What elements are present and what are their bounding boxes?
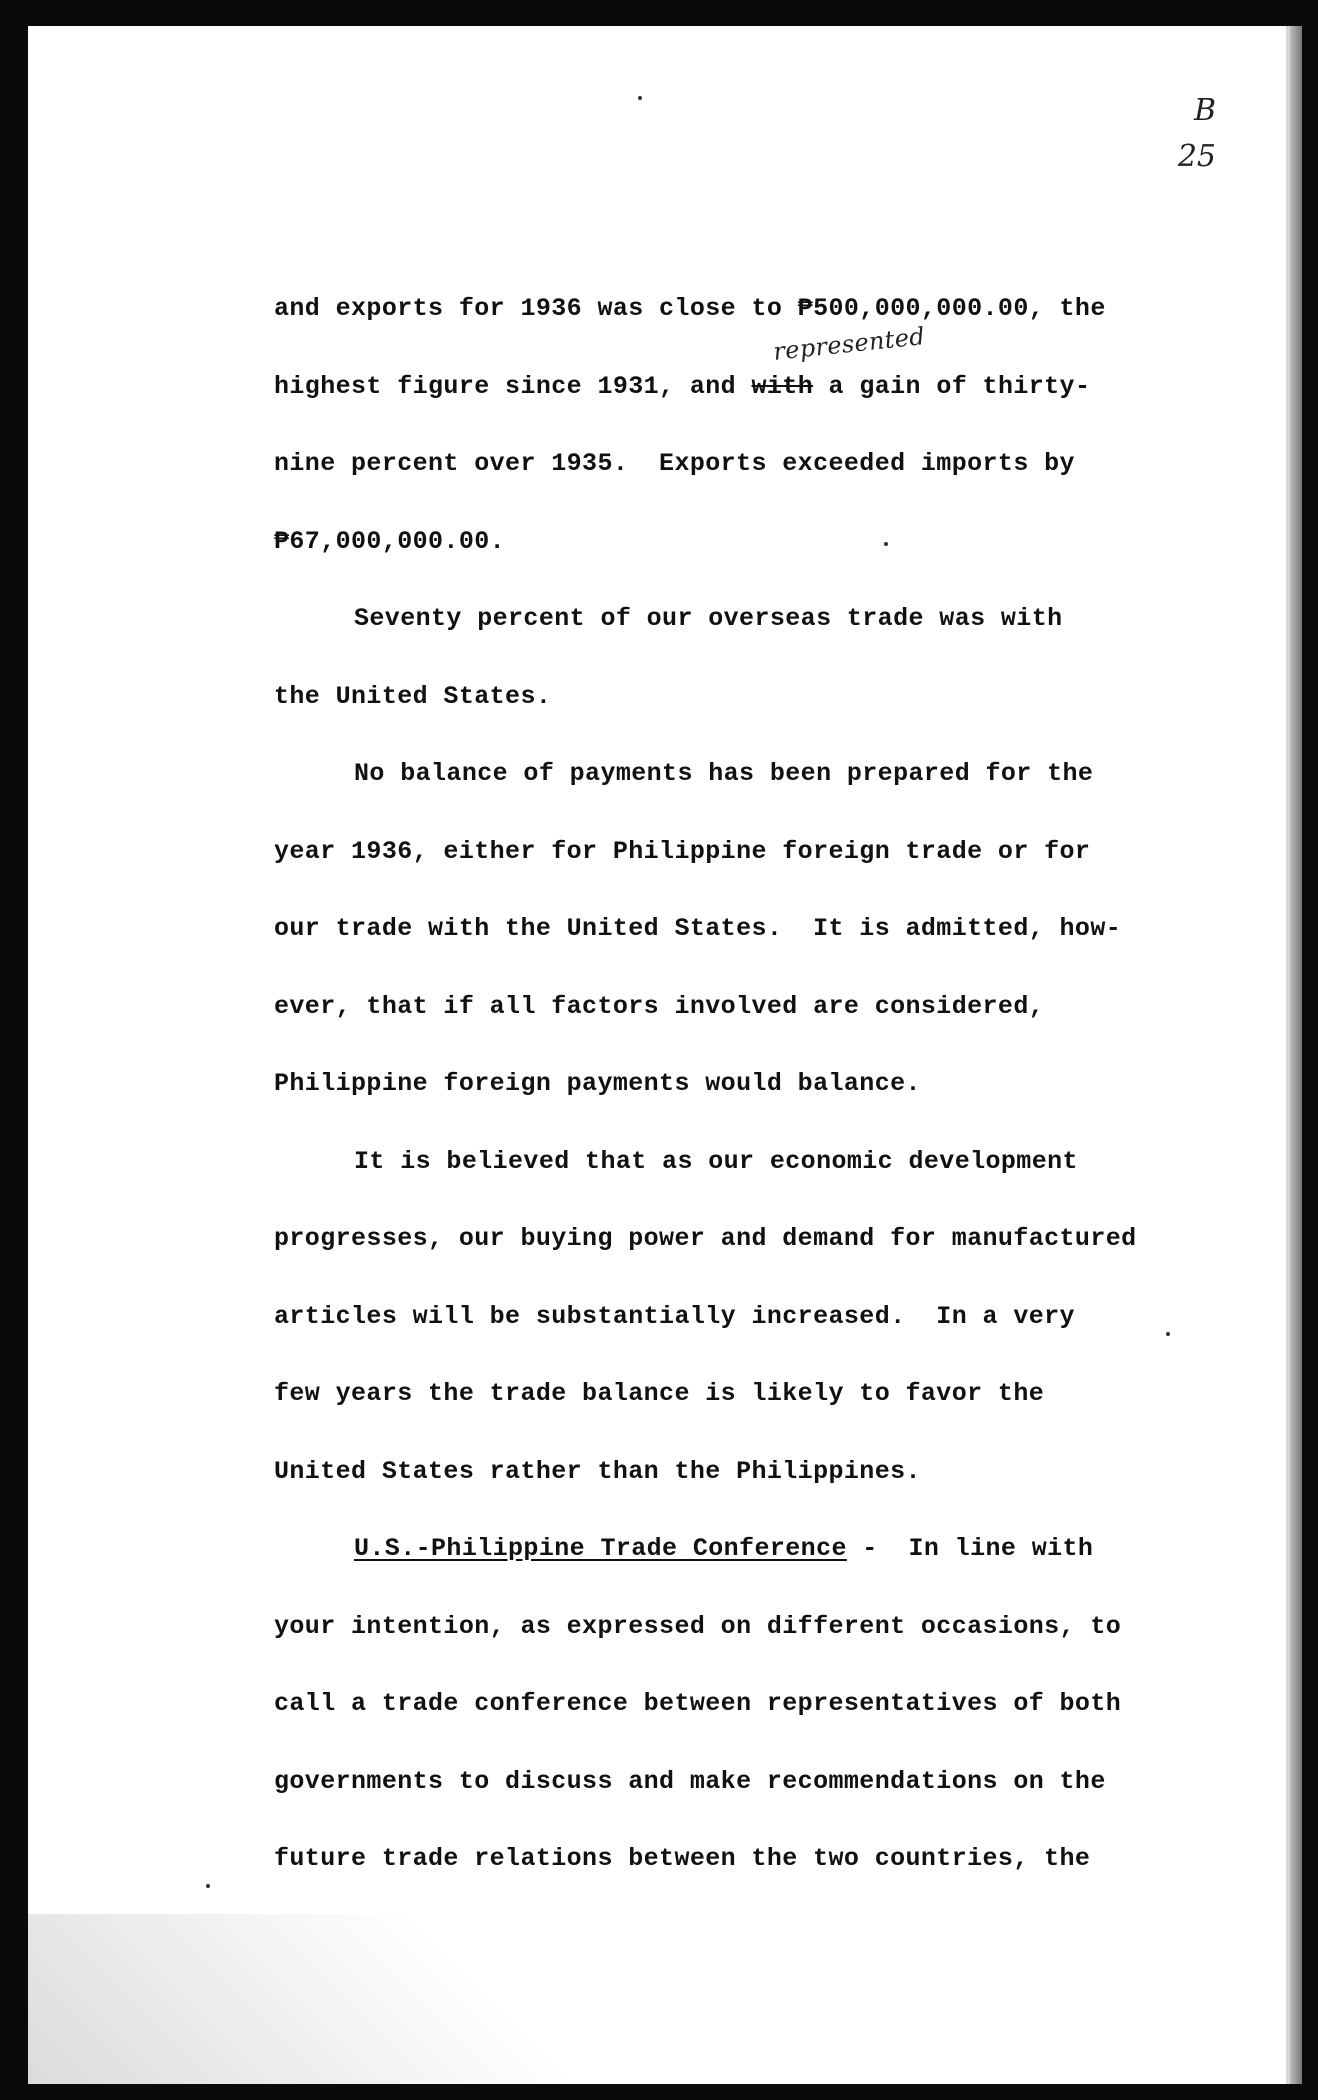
paragraph-start: It is believed that as our economic development — [354, 1146, 1078, 1176]
text-line: ₱67,000,000.00. — [274, 526, 506, 556]
struck-text: with — [751, 371, 814, 401]
corner-annotations — [1178, 88, 1216, 180]
text-line: your intention, as expressed on different occasions, to — [274, 1611, 1122, 1641]
scan-shading — [28, 1914, 648, 2084]
text-line: progresses, our buying power and demand for manufactured — [274, 1224, 1137, 1253]
handwritten-insertion: represented — [772, 321, 927, 366]
struck-word — [751, 321, 927, 401]
text-line: our trade with the United States. It is admitted, how- — [274, 914, 1122, 943]
handwritten-mark: B — [1193, 93, 1216, 128]
line-segment: - In line with — [846, 1534, 1094, 1563]
paragraph-start: Seventy percent of our overseas trade was with — [354, 604, 1063, 633]
paragraph-start: No balance of payments has been prepared for the — [354, 759, 1094, 788]
text-line: and exports for 1936 was close to ₱500,000,000.00, the — [274, 294, 1106, 323]
text-line: the United States. — [274, 681, 552, 711]
text-line: United States rather than the Philippines. — [274, 1456, 921, 1486]
line-segment: a gain of thirty- — [813, 371, 1091, 401]
text-line: future trade relations between the two countries, the — [274, 1844, 1091, 1873]
document-body — [274, 291, 1234, 1919]
section-heading: U.S.-Philippine Trade Conference — [354, 1534, 847, 1563]
handwritten-page-number: 25 — [1177, 139, 1216, 174]
text-line: Philippine foreign payments would balance. — [274, 1069, 921, 1098]
line-segment: highest figure since 1931, and — [274, 371, 752, 401]
page-edge — [1290, 26, 1302, 2084]
text-line: year 1936, either for Philippine foreign trade or for — [274, 836, 1091, 866]
text-line: governments to discuss and make recommendations on the — [274, 1766, 1106, 1796]
text-line: articles will be substantially increased. In a very — [274, 1301, 1075, 1331]
text-line: call a trade conference between representatives of both — [274, 1689, 1122, 1718]
section-heading-line — [274, 1531, 1234, 1609]
text-line-with-correction — [274, 321, 1234, 447]
text-line: ever, that if all factors involved are considered, — [274, 991, 1045, 1021]
text-line: few years the trade balance is likely to favor the — [274, 1379, 1045, 1408]
text-line: nine percent over 1935. Exports exceeded imports by — [274, 449, 1075, 478]
